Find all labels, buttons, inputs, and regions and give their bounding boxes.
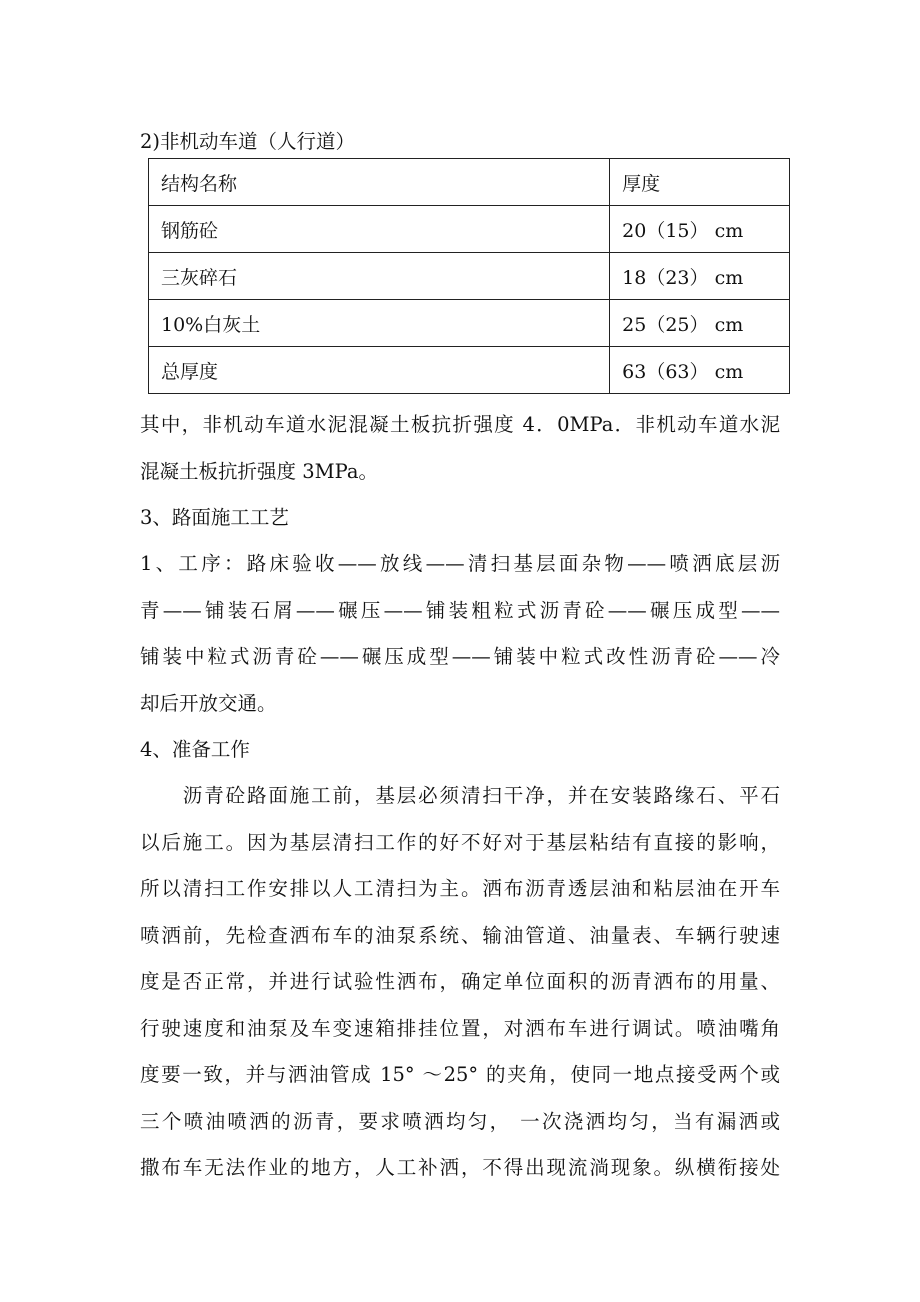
text-line: 混凝土板抗折强度 3MPa。 [140, 459, 378, 483]
text-line: 撒布车无法作业的地方，人工补洒，不得出现流淌现象。纵横衔接处 [140, 1156, 780, 1179]
heading-text: 4、准备工作 [140, 738, 250, 761]
heading-construction-process [140, 495, 780, 542]
row-thickness: 25（25） cm [610, 300, 790, 347]
text-line: 1、工序：路床验收——放线——清扫基层面杂物——喷洒底层沥 [140, 552, 780, 575]
process-paragraph [140, 541, 780, 727]
text-line: 所以清扫工作安排以人工清扫为主。洒布沥青透层油和粘层油在开车 [140, 877, 780, 900]
row-structure-name: 三灰碎石 [149, 253, 610, 300]
header-thickness: 厚度 [610, 159, 790, 206]
text-line: 青——铺装石屑——碾压——铺装粗粒式沥青砼——碾压成型—— [140, 598, 780, 622]
heading-preparation [140, 727, 780, 774]
text-line: 行驶速度和油泵及车变速箱排挂位置，对洒布车进行调试。喷油嘴角 [140, 1016, 780, 1040]
text-line: 度要一致，并与洒油管成 15° ～25° 的夹角，使同一地点接受两个或 [140, 1063, 780, 1086]
table-row [149, 253, 790, 300]
row-thickness: 20（15） cm [610, 206, 790, 253]
preparation-paragraph [140, 773, 780, 1192]
text-line: 其中，非机动车道水泥混凝土板抗折强度 4．0MPa．非机动车道水泥 [140, 413, 780, 436]
table-header-row [149, 159, 790, 206]
text-line: 三个喷油喷洒的沥青，要求喷洒均匀， 一次浇洒均匀，当有漏洒或 [140, 1109, 780, 1133]
pavement-structure-table [148, 158, 790, 394]
strength-note [140, 402, 780, 495]
table-row [149, 206, 790, 253]
header-structure-name: 结构名称 [149, 159, 610, 206]
text-line: 以后施工。因为基层清扫工作的好不好对于基层粘结有直接的影响， [140, 830, 780, 854]
row-structure-name: 10%白灰土 [149, 300, 610, 347]
row-structure-name: 钢筋砼 [149, 206, 610, 253]
heading-text: 3、路面施工工艺 [140, 506, 289, 529]
table-row [149, 347, 790, 394]
row-thickness: 18（23） cm [610, 253, 790, 300]
table-row [149, 300, 790, 347]
text-line: 喷洒前，先检查洒布车的油泵系统、输油管道、油量表、车辆行驶速 [140, 923, 780, 947]
row-structure-name: 总厚度 [149, 347, 610, 394]
text-line: 沥青砼路面施工前，基层必须清扫干净，并在安装路缘石、平石 [140, 784, 780, 807]
text-line: 度是否正常，并进行试验性洒布，确定单位面积的沥青洒布的用量、 [140, 970, 780, 993]
section-heading: 2)非机动车道（人行道） [140, 130, 356, 153]
text-line: 却后开放交通。 [140, 691, 277, 715]
text-line: 铺装中粒式沥青砼——碾压成型——铺装中粒式改性沥青砼——冷 [140, 645, 780, 668]
row-thickness: 63（63） cm [610, 347, 790, 394]
